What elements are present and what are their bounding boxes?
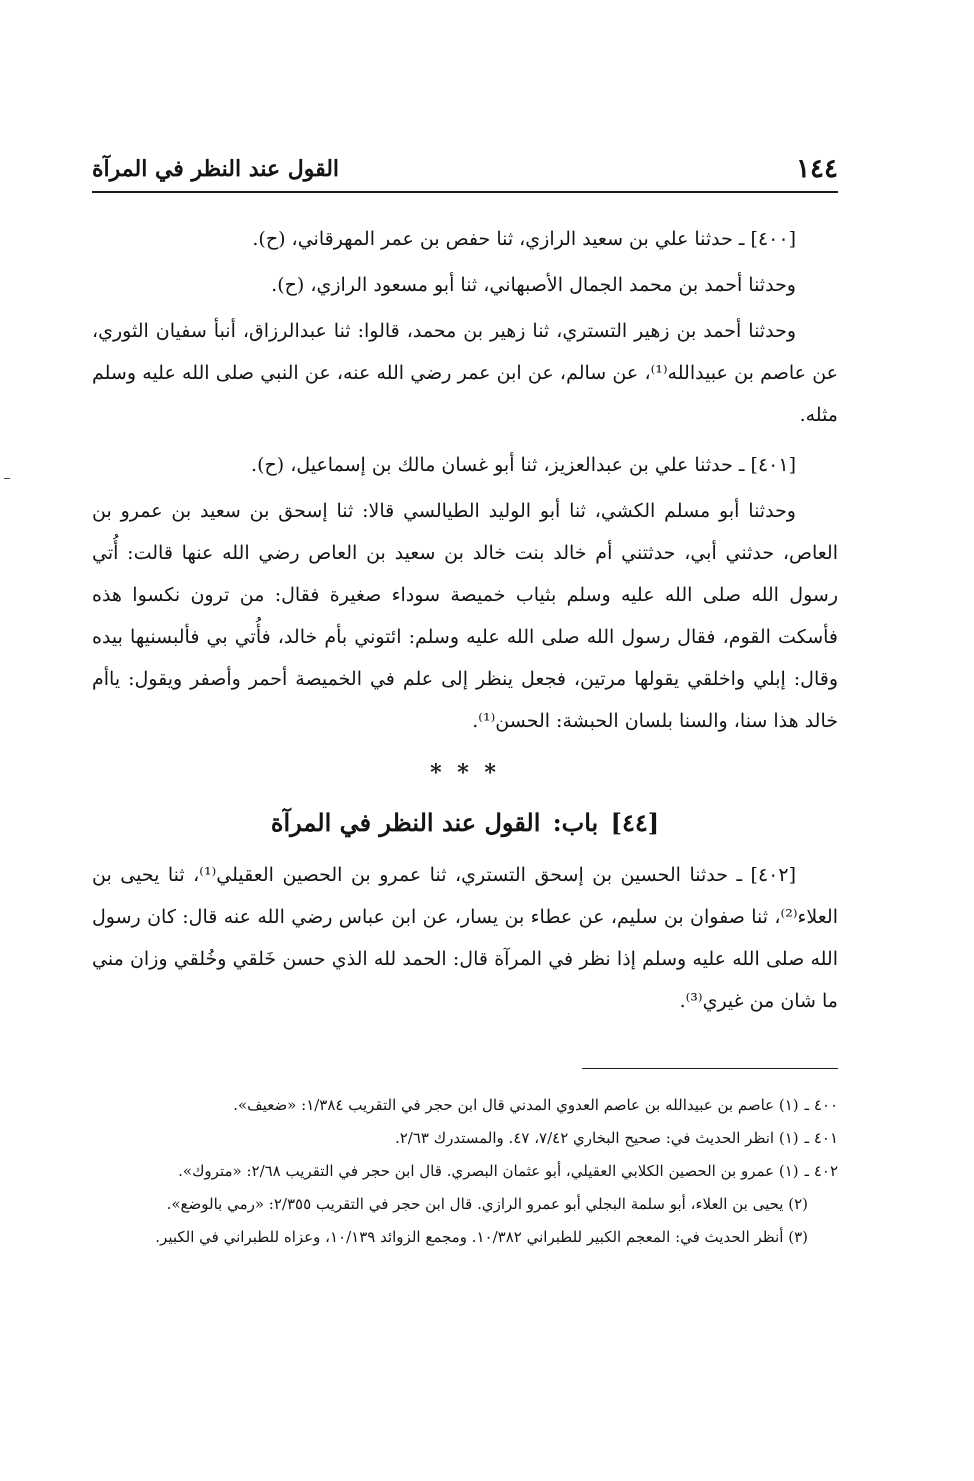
footnote-text: (١) عمرو بن الحصين الكلابي العقيلي، أبو عثمان البصري. قال ابن حجر في التقريب ٢/٦٨: «متروك». xyxy=(178,1162,799,1180)
hadith-400-isnad-1: [٤٠٠] ـ حدثنا علي بن سعيد الرازي، ثنا حفص بن عمر المهرقاني، (ح). xyxy=(252,228,796,250)
hadith-402-text: [٤٠٢] ـ حدثنا الحسين بن إسحق التستري، ثنا عمرو بن الحصين العقيلي⁽¹⁾، ثنا يحيى بن العلاء⁽²⁾، ثنا صفوان بن سليم، عن عطاء بن يسار، عن ابن عباس رضي الله عنه قال: كان رسول الله صلى الله عليه وسلم إذا نظر في المرآة قال: الحمد لله الذي حسن خَلقي وخُلقي وزان مني ما شان من غيري⁽³⁾. xyxy=(92,864,838,1012)
chapter-title: القول عند النظر في المرآة xyxy=(270,808,541,837)
chapter-heading xyxy=(92,802,838,844)
running-title: القول عند النظر في المرآة xyxy=(92,156,340,182)
margin-mark xyxy=(4,478,10,479)
chapter-word: باب: xyxy=(552,808,599,837)
main-text xyxy=(92,218,838,1030)
footnote-key: ٤٠٠ ـ xyxy=(804,1096,838,1114)
chapter-number: [٤٤] xyxy=(610,808,660,837)
page-number: ١٤٤ xyxy=(796,154,838,184)
section-divider: * * * xyxy=(430,760,500,786)
footnote-key: ٤٠٢ ـ xyxy=(804,1162,838,1180)
running-head xyxy=(92,150,838,190)
hadith-401-text: وحدثنا أبو مسلم الكشي، ثنا أبو الوليد الطيالسي قالا: ثنا إسحق بن سعيد بن عمرو بن العاص، حدثني أبي، حدثتني أم خالد بنت خالد بن سعيد بن العاص رضي الله عنها قالت: أُتي رسول الله صلى الله عليه وسلم بثياب خميصة سوداء صغيرة فقال: من ترون نكسوا هذه فأسكت القوم، فقال رسول الله صلى الله عليه وسلم: ائتوني بأم خالد، فأُتي بي فألبسنيها بيده وقال: إبلي واخلقي يقولها مرتين، فجعل ينظر إلى علم في الخميصة أحمر وأصفر ويقول: ياأم خالد هذا سنا، والسنا بلسان الحبشة: الحسن⁽¹⁾. xyxy=(92,500,838,732)
footnote-402-3 xyxy=(92,1222,838,1253)
footnotes xyxy=(92,1090,838,1255)
header-rule xyxy=(92,191,838,193)
footnote-text: (١) عاصم بن عبيدالله بن عاصم العدوي المدني قال ابن حجر في التقريب ١/٣٨٤: «ضعيف». xyxy=(233,1096,799,1114)
hadith-400-isnad-3: وحدثنا أحمد بن زهير التستري، ثنا زهير بن محمد، قالوا: ثنا عبدالرزاق، أنبأ سفيان الثوري، عن عاصم بن عبيدالله⁽¹⁾، عن سالم، عن ابن عمر رضي الله عنه، عن النبي صلى الله عليه وسلم مثله. xyxy=(92,320,839,426)
hadith-400-isnad-2: وحدثنا أحمد بن محمد الجمال الأصبهاني، ثنا أبو مسعود الرازي، (ح). xyxy=(271,274,796,296)
footnote-text: (٢) يحيى بن العلاء، أبو سلمة البجلي أبو عمرو الرازي. قال ابن حجر في التقريب ٢/٣٥٥: «رمي بالوضع». xyxy=(166,1195,808,1213)
footnote-text: (١) انظر الحديث في: صحيح البخاري ٧/٤٢، ٤٧. والمستدرك ٢/٦٣. xyxy=(394,1129,799,1147)
footnote-400-1 xyxy=(92,1090,838,1121)
hadith-401-isnad-1: [٤٠١] ـ حدثنا علي بن عبدالعزيز، ثنا أبو غسان مالك بن إسماعيل، (ح). xyxy=(251,454,796,476)
footnote-402-2 xyxy=(92,1189,838,1220)
footnote-key: ٤٠١ ـ xyxy=(804,1129,838,1147)
footnote-text: (٣) أنظر الحديث في: المعجم الكبير للطبراني ١٠/٣٨٢. ومجمع الزوائد ١٠/١٣٩، وعزاه للطبراني في الكبير. xyxy=(155,1228,808,1246)
footnote-402-1 xyxy=(92,1156,838,1187)
footnote-401-1 xyxy=(92,1123,838,1154)
footnote-rule xyxy=(582,1068,838,1069)
